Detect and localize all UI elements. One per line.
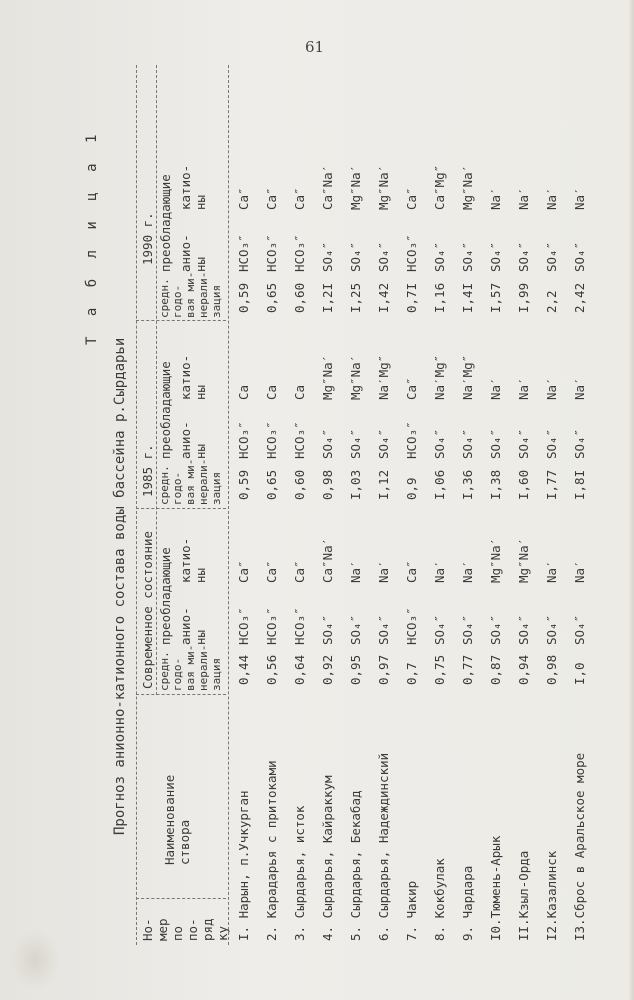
cell-anion-1985: SO₄″ [320, 428, 335, 459]
cell-cation-1990: Na′ [544, 187, 559, 210]
cell-cation-1985: Na′ [544, 377, 559, 400]
cell-cation-1985: Ca [292, 384, 307, 400]
cell-cation-current: Na′ [376, 560, 391, 583]
cell-mineral-current: 0,7 [404, 662, 419, 685]
cell-mineral-1990: I,16 [432, 282, 447, 313]
cell-cation-1985: Mg″Na′ [348, 354, 363, 400]
cell-anion-1990: SO₄″ [516, 241, 531, 272]
header-number: Но- мер по по- ряд ку [140, 918, 230, 941]
cell-cation-1990: Ca″Mg″ [432, 164, 447, 210]
cell-mineral-current: 0,92 [320, 654, 335, 685]
header-mineral-1985: средн. годо- вая ми- нерали- зация [158, 458, 223, 505]
cell-cation-current: Ca″Na′ [320, 537, 335, 583]
header-anion-1990: анио- ны [178, 234, 208, 272]
cell-mineral-1985: 0,98 [320, 469, 335, 500]
cell-anion-current: HCO₃″ [404, 607, 419, 645]
cell-cation-1985: Na′Mg″ [432, 354, 447, 400]
cell-anion-current: SO₄″ [376, 614, 391, 645]
cell-mineral-current: 0,87 [488, 654, 503, 685]
cell-station-name: I2.Казалинск [544, 850, 559, 941]
header-predom-current: преобладающие [158, 547, 173, 645]
page-edge-shadow [628, 0, 634, 1000]
cell-mineral-current: 0,77 [460, 654, 475, 685]
cell-cation-1985: Ca [264, 384, 279, 400]
cell-mineral-1985: I,06 [432, 469, 447, 500]
cell-anion-1990: HCO₃″ [264, 234, 279, 272]
cell-cation-1985: Na′ [572, 377, 587, 400]
cell-anion-1990: HCO₃″ [236, 234, 251, 272]
cell-mineral-1985: 0,59 [236, 469, 251, 500]
cell-anion-current: SO₄″ [516, 614, 531, 645]
cell-mineral-current: 0,97 [376, 654, 391, 685]
cell-station-name: 5. Сырдарья, Бекабад [348, 790, 363, 941]
cell-cation-1985: Na′ [488, 377, 503, 400]
cell-anion-current: HCO₃″ [292, 607, 307, 645]
table-title: Прогноз анионно-катионного состава воды бассейна р.Сырдарьи [112, 337, 128, 835]
cell-mineral-current: 0,56 [264, 654, 279, 685]
cell-anion-1985: SO₄″ [516, 428, 531, 459]
cell-mineral-1985: I,36 [460, 469, 475, 500]
cell-mineral-current: 0,94 [516, 654, 531, 685]
header-top-rule [136, 65, 137, 945]
rotated-table-container [82, 65, 622, 945]
cell-mineral-1990: I,57 [488, 282, 503, 313]
header-sub-rule [156, 65, 157, 695]
cell-cation-current: Ca″ [404, 560, 419, 583]
header-cation-current: катио- ны [178, 537, 208, 583]
header-bottom-rule [228, 65, 229, 945]
cell-anion-1985: SO₄″ [460, 428, 475, 459]
cell-cation-1985: Na′Mg″ [460, 354, 475, 400]
cell-cation-current: Na′ [432, 560, 447, 583]
cell-cation-current: Ca″ [292, 560, 307, 583]
header-divider [136, 694, 226, 695]
header-mineral-1990: средн. годо- вая ми- нерали- зация [158, 271, 223, 318]
cell-mineral-1985: I,60 [516, 469, 531, 500]
cell-anion-1985: HCO₃″ [292, 421, 307, 459]
cell-mineral-1990: 2,2 [544, 290, 559, 313]
page-number: 61 [305, 38, 325, 56]
header-divider [136, 898, 226, 899]
cell-anion-current: SO₄″ [488, 614, 503, 645]
cell-cation-current: Mg″Na′ [488, 537, 503, 583]
cell-cation-1990: Mg″Na′ [460, 164, 475, 210]
cell-station-name: I3.Сброс в Аральское море [572, 752, 587, 941]
cell-mineral-1990: 2,42 [572, 282, 587, 313]
cell-mineral-1990: 0,65 [264, 282, 279, 313]
cell-anion-1990: HCO₃″ [404, 234, 419, 272]
cell-mineral-1990: I,4I [460, 282, 475, 313]
cell-anion-current: SO₄″ [544, 614, 559, 645]
cell-mineral-1990: 0,7I [404, 282, 419, 313]
cell-mineral-current: 0,75 [432, 654, 447, 685]
cell-anion-current: SO₄″ [432, 614, 447, 645]
cell-cation-current: Ca″ [236, 560, 251, 583]
cell-mineral-1985: 0,60 [292, 469, 307, 500]
cell-cation-1985: Ca [236, 384, 251, 400]
cell-cation-current: Ca″ [264, 560, 279, 583]
cell-anion-1990: SO₄″ [572, 241, 587, 272]
cell-mineral-current: 0,95 [348, 654, 363, 685]
cell-anion-1985: SO₄″ [488, 428, 503, 459]
cell-anion-1990: HCO₃″ [292, 234, 307, 272]
cell-anion-1985: SO₄″ [544, 428, 559, 459]
cell-mineral-1985: I,77 [544, 469, 559, 500]
cell-anion-1990: SO₄″ [320, 241, 335, 272]
cell-cation-1990: Ca″ [236, 187, 251, 210]
cell-cation-1990: Na′ [516, 187, 531, 210]
table-label: Т а б л и ц а 1 [84, 128, 100, 345]
cell-station-name: 8. Кокбулак [432, 858, 447, 941]
cell-cation-1990: Mg″Na′ [348, 164, 363, 210]
cell-anion-1990: SO₄″ [488, 241, 503, 272]
paper-stain [10, 930, 60, 990]
cell-anion-1985: SO₄″ [376, 428, 391, 459]
cell-mineral-1985: 0,9 [404, 477, 419, 500]
cell-anion-current: SO₄″ [572, 614, 587, 645]
cell-anion-1985: SO₄″ [348, 428, 363, 459]
cell-mineral-current: 0,98 [544, 654, 559, 685]
cell-anion-1985: HCO₃″ [264, 421, 279, 459]
cell-mineral-current: I,0 [572, 662, 587, 685]
header-1985: 1985 г. [140, 444, 155, 497]
header-station-name: Наименование створa [162, 774, 192, 865]
cell-anion-1985: HCO₃″ [236, 421, 251, 459]
cell-cation-current: Na′ [348, 560, 363, 583]
header-cation-1990: катио- ны [178, 164, 208, 210]
cell-cation-1990: Na′ [572, 187, 587, 210]
cell-station-name: 9. Чардара [460, 865, 475, 941]
cell-mineral-1985: 0,65 [264, 469, 279, 500]
cell-anion-current: HCO₃″ [236, 607, 251, 645]
cell-cation-1990: Mg″Na′ [376, 164, 391, 210]
cell-anion-1985: HCO₃″ [404, 421, 419, 459]
cell-cation-1990: Ca″ [404, 187, 419, 210]
cell-cation-current: Na′ [544, 560, 559, 583]
cell-anion-1990: SO₄″ [376, 241, 391, 272]
cell-cation-1990: Ca″Na′ [320, 164, 335, 210]
cell-anion-1990: SO₄″ [544, 241, 559, 272]
header-1990: 1990 г. [140, 212, 155, 265]
header-cation-1985: катио- ны [178, 354, 208, 400]
header-anion-current: анио- ны [178, 607, 208, 645]
cell-cation-1985: Na′ [516, 377, 531, 400]
cell-mineral-current: 0,44 [236, 654, 251, 685]
cell-anion-current: SO₄″ [320, 614, 335, 645]
cell-cation-current: Mg″Na′ [516, 537, 531, 583]
cell-anion-1990: SO₄″ [348, 241, 363, 272]
cell-station-name: I0.Тюмень-Арык [488, 835, 503, 941]
cell-anion-1985: SO₄″ [432, 428, 447, 459]
cell-anion-current: SO₄″ [348, 614, 363, 645]
cell-station-name: 7. Чакир [404, 880, 419, 941]
cell-mineral-current: 0,64 [292, 654, 307, 685]
header-predom-1985: преобладающие [158, 361, 173, 459]
cell-cation-1985: Na′Mg″ [376, 354, 391, 400]
cell-mineral-1990: 0,60 [292, 282, 307, 313]
cell-station-name: 3. Сырдарья, исток [292, 805, 307, 941]
cell-cation-1985: Mg″Na′ [320, 354, 335, 400]
cell-mineral-1990: I,99 [516, 282, 531, 313]
cell-mineral-1985: I,38 [488, 469, 503, 500]
cell-cation-1990: Na′ [488, 187, 503, 210]
cell-mineral-1990: I,2I [320, 282, 335, 313]
cell-cation-current: Na′ [572, 560, 587, 583]
cell-station-name: 4. Сырдарья, Кайраккум [320, 775, 335, 941]
cell-anion-1990: SO₄″ [432, 241, 447, 272]
cell-cation-1985: Ca″ [404, 377, 419, 400]
header-divider [136, 320, 226, 321]
cell-anion-1990: SO₄″ [460, 241, 475, 272]
cell-anion-1985: SO₄″ [572, 428, 587, 459]
cell-cation-1990: Ca″ [264, 187, 279, 210]
cell-station-name: 2. Карадарья с притоками [264, 760, 279, 941]
cell-mineral-1990: I,25 [348, 282, 363, 313]
cell-cation-current: Na′ [460, 560, 475, 583]
header-anion-1985: анио- ны [178, 421, 208, 459]
cell-station-name: II.Кзыл-Орда [516, 850, 531, 941]
cell-cation-1990: Ca″ [292, 187, 307, 210]
cell-mineral-1990: I,42 [376, 282, 391, 313]
cell-station-name: I. Нарын, п.Учкурган [236, 790, 251, 941]
cell-mineral-1985: I,12 [376, 469, 391, 500]
cell-anion-current: HCO₃″ [264, 607, 279, 645]
cell-mineral-1985: I,03 [348, 469, 363, 500]
cell-station-name: 6. Сырдарья, Надеждинский [376, 752, 391, 941]
cell-anion-current: SO₄″ [460, 614, 475, 645]
cell-mineral-1985: I,8I [572, 469, 587, 500]
header-divider [136, 508, 226, 509]
cell-mineral-1990: 0,59 [236, 282, 251, 313]
header-current-state: Современное состояние [140, 530, 155, 689]
header-predom-1990: преобладающие [158, 174, 173, 272]
header-mineral-current: средн. годо- вая ми- нерали- зация [158, 644, 223, 691]
